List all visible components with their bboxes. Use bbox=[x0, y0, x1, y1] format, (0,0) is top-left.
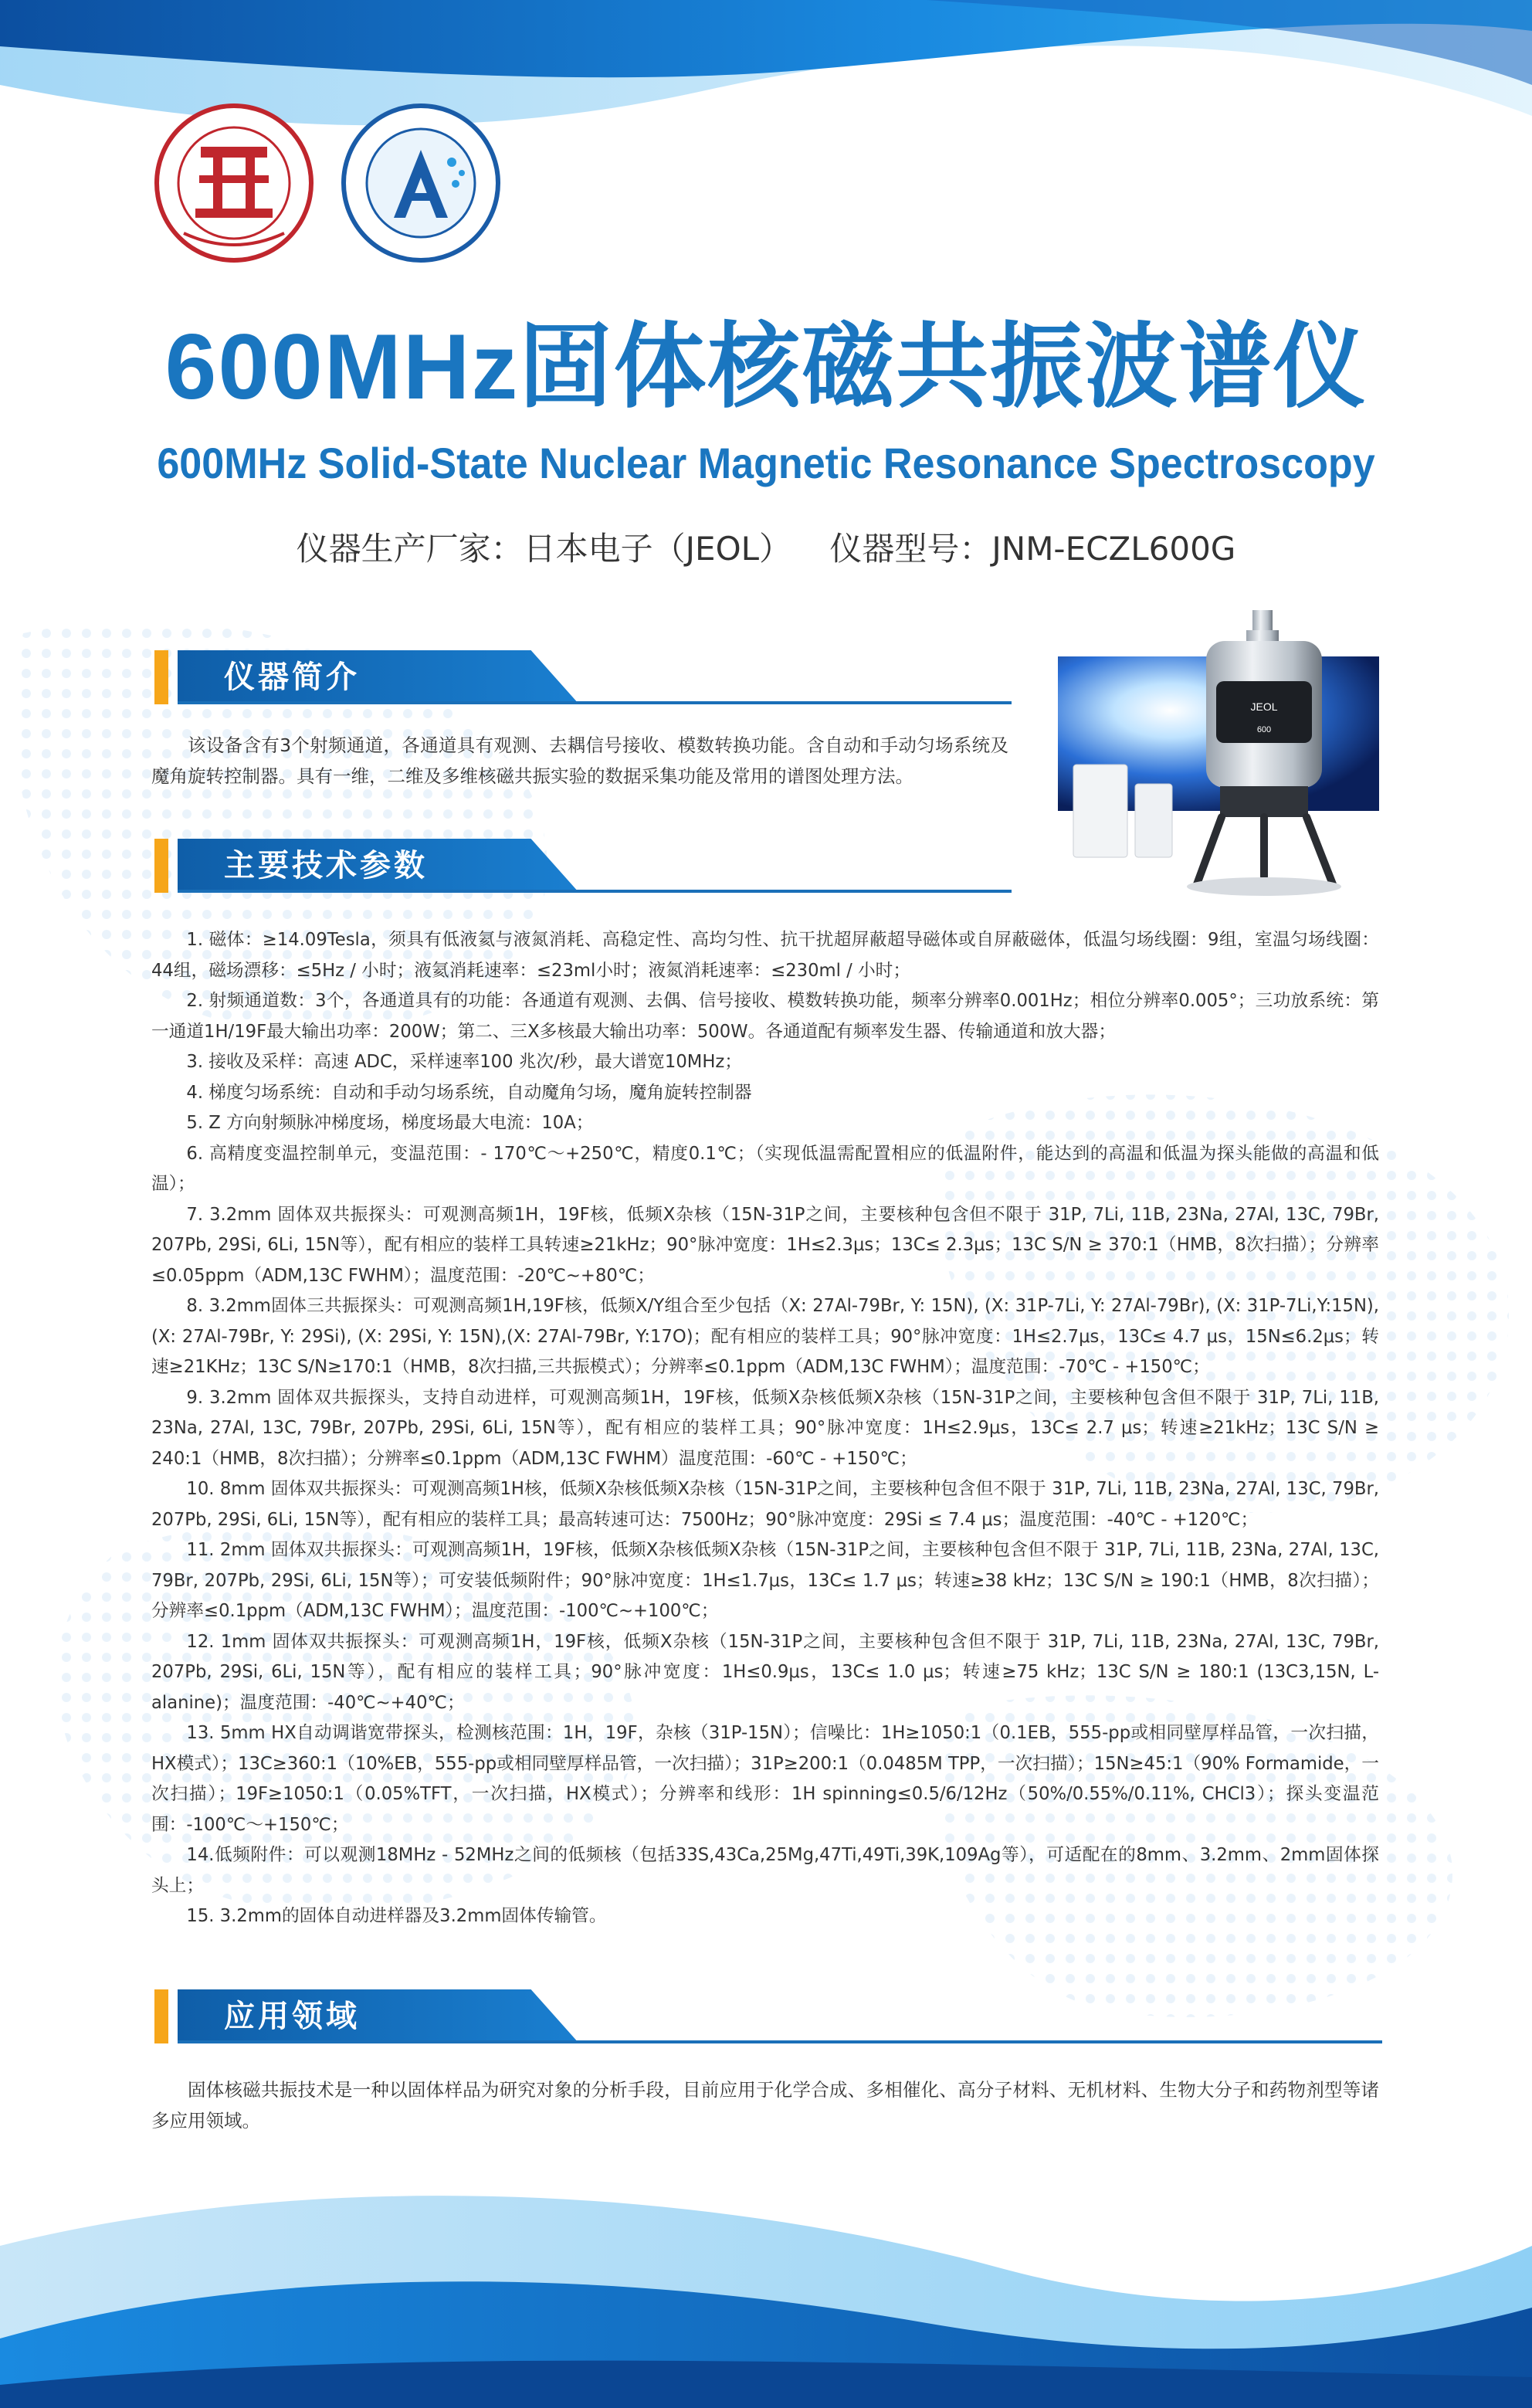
section-divider bbox=[178, 2040, 1382, 2043]
spec-item: 5. Z 方向射频脉冲梯度场，梯度场最大电流：10A； bbox=[186, 1113, 594, 1133]
magnet-number-label: 600 bbox=[1256, 725, 1272, 734]
spec-item: 10. 8mm 固体双共振探头：可观测高频1H核，低频X杂核低频X杂核（15N-31P之间，主要核种包含但不限于 31P, 7Li, 11B, 23Na, 27Al, 13C, 79Br, 207Pb, 29Si, 6Li, 15N等），配有相应的装样工具；最高转速可达：7500Hz；90°脉冲宽度：29Si ≤ 7.4 μs；温度范围：-40℃ - +120℃； bbox=[151, 1479, 1379, 1530]
page-title: 600MHz固体核磁共振波谱仪 bbox=[164, 315, 1368, 419]
spec-item: 12. 1mm 固体双共振探头：可观测高频1H，19F核，低频X杂核（15N-31P之间，主要核种包含但不限于 31P, 7Li, 11B, 23Na, 27Al, 13C, 79Br, 207Pb, 29Si, 6Li, 15N等），配有相应的装样工具；90°脉冲宽度：1H≤0.9μs，13C≤ 1.0 μs；转速≥75 kHz；13C S/N ≥ 180:1 (13C3,15N, L-alanine)；温度范围：-40℃~+40℃； bbox=[151, 1631, 1379, 1713]
spec-item: 1. 磁体：≥14.09Tesla，须具有低液氦与液氮消耗、高稳定性、高均匀性、抗干扰超屏蔽超导磁体或自屏蔽磁体，低温匀场线圈：9组，室温匀场线圈：44组，磁场漂移：≤5Hz / 小时；液氦消耗速率：≤23ml小时；液氮消耗速率：≤230ml / 小时； bbox=[151, 930, 1379, 981]
manufacturer-text: 仪器生产厂家：日本电子（JEOL） bbox=[296, 530, 792, 568]
spec-item: 11. 2mm 固体双共振探头：可观测高频1H，19F核，低频X杂核低频X杂核（15N-31P之间，主要核种包含但不限于 31P, 7Li, 11B, 23Na, 27Al, 13C, 79Br, 207Pb, 29Si, 6Li, 15N等）；可安装低频附件；90°脉冲宽度：1H≤1.7μs，13C≤ 1.7 μs；转速≥38 kHz；13C S/N ≥ 190:1（HMB，8次扫描）；分辨率≤0.1ppm（ADM,13C FWHM）；温度范围：-100℃~+100℃； bbox=[151, 1540, 1379, 1621]
spec-list bbox=[151, 925, 1379, 1932]
spec-item: 3. 接收及采样：高速 ADC，采样速率100 兆次/秒，最大谱宽10MHz； bbox=[186, 1052, 742, 1072]
application-paragraph: 固体核磁共振技术是一种以固体样品为研究对象的分析手段，目前应用于化学合成、多相催化、高分子材料、无机材料、生物大分子和药物剂型等诸多应用领域。 bbox=[151, 2079, 1379, 2132]
model-text: 仪器型号：JNM-ECZL600G bbox=[829, 530, 1236, 568]
section-title-intro: 仪器简介 bbox=[224, 660, 360, 695]
gdut-university-logo bbox=[153, 102, 315, 264]
instrument-info-line bbox=[0, 522, 1532, 576]
section-accent-bar bbox=[154, 1989, 168, 2043]
spec-item: 6. 高精度变温控制单元，变温范围：- 170℃～+250℃，精度0.1℃；（实现低温需配置相应的低温附件，能达到的高温和低温为探头能做的高温和低温）； bbox=[151, 1143, 1379, 1194]
spec-item: 2. 射频通道数：3个，各通道具有的功能：各通道有观测、去偶、信号接收、模数转换功能，频率分辨率0.001Hz；相位分辨率0.005°；三功放系统：第一通道1H/19F最大输出功率：200W；第二、三X多核最大输出功率：500W。各通道配有频率发生器、传输通道和放大器； bbox=[151, 991, 1379, 1042]
intro-paragraph: 该设备含有3个射频通道，各通道具有观测、去耦信号接收、模数转换功能。含自动和手动匀场系统及魔角旋转控制器。具有一维，二维及多维核磁共振实验的数据采集功能及常用的谱图处理方法。 bbox=[151, 734, 1008, 787]
section-header-intro bbox=[154, 650, 1012, 704]
bottom-wave-decoration bbox=[0, 2153, 1532, 2408]
section-title-specs: 主要技术参数 bbox=[224, 848, 428, 883]
spec-item: 14.低频附件：可以观测18MHz - 52MHz之间的低频核（包括33S,43Ca,25Mg,47Ti,49Ti,39K,109Ag等），可适配在的8mm、3.2mm、2mm固体探头上； bbox=[151, 1845, 1379, 1896]
magnet-brand-label: JEOL bbox=[1250, 700, 1278, 713]
page-subtitle-en: 600MHz Solid-State Nuclear Magnetic Resonance Spectroscopy bbox=[157, 439, 1375, 487]
section-accent-bar bbox=[154, 839, 168, 893]
spec-item: 13. 5mm HX自动调谐宽带探头，检测核范围：1H，19F，杂核（31P-15N）；信噪比：1H≥1050:1（0.1EB，555-pp或相同壁厚样品管，一次扫描，HX模式）；13C≥360:1（10%EB，555-pp或相同壁厚样品管，一次扫描）；31P≥200:1（0.0485M TPP，一次扫描）；15N≥45:1（90% Formamide，一次扫描）；19F≥1050:1（0.05%TFT，一次扫描，HX模式）；分辨率和线形：1H spinning≤0.5/6/12Hz（50%/0.55%/0.11%, CHCl3）；探头变温范围：-100℃～+150℃； bbox=[151, 1723, 1379, 1835]
spec-item: 15. 3.2mm的固体自动进样器及3.2mm固体传输管。 bbox=[186, 1906, 607, 1926]
section-title-application: 应用领域 bbox=[224, 1999, 360, 2034]
spec-item: 4. 梯度匀场系统：自动和手动匀场系统，自动魔角匀场，魔角旋转控制器 bbox=[186, 1082, 752, 1103]
section-divider bbox=[178, 701, 1012, 704]
section-accent-bar bbox=[154, 650, 168, 704]
nmr-spectrometer-photo bbox=[1058, 610, 1379, 900]
analysis-test-center-logo bbox=[340, 102, 502, 264]
section-header-specs bbox=[154, 839, 1012, 893]
spec-item: 8. 3.2mm固体三共振探头：可观测高频1H,19F核，低频X/Y组合至少包括（X: 27Al-79Br, Y: 15N), (X: 31P-7Li, Y: 27Al-79Br), (X: 31P-7Li,Y:15N), (X: 27Al-79Br, Y: 29Si), (X: 29Si, Y: 15N),(X: 27Al-79Br, Y:17O)；配有相应的装样工具；90°脉冲宽度：1H≤2.7μs，13C≤ 4.7 μs，15N≤6.2μs；转速≥21KHz；13C S/N≥170:1（HMB，8次扫描,三共振模式）；分辨率≤0.1ppm（ADM,13C FWHM）；温度范围：-70℃ - +150℃； bbox=[151, 1296, 1379, 1377]
section-header-application bbox=[154, 1989, 1382, 2043]
spec-item: 9. 3.2mm 固体双共振探头，支持自动进样，可观测高频1H，19F核，低频X杂核低频X杂核（15N-31P之间，主要核种包含但不限于 31P, 7Li, 11B, 23Na, 27Al, 13C, 79Br, 207Pb, 29Si, 6Li, 15N等），配有相应的装样工具；90°脉冲宽度：1H≤2.9μs，13C≤ 2.7 μs；转速≥21kHz；13C S/N ≥ 240:1（HMB，8次扫描）；分辨率≤0.1ppm（ADM,13C FWHM）温度范围：-60℃ - +150℃； bbox=[151, 1387, 1379, 1469]
section-divider bbox=[178, 890, 1012, 893]
spec-item: 7. 3.2mm 固体双共振探头：可观测高频1H，19F核，低频X杂核（15N-31P之间，主要核种包含但不限于 31P, 7Li, 11B, 23Na, 27Al, 13C, 79Br, 207Pb, 29Si, 6Li, 15N等），配有相应的装样工具转速≥21kHz；90°脉冲宽度：1H≤2.3μs；13C≤ 2.3μs；13C S/N ≥ 370:1（HMB，8次扫描）；分辨率≤0.05ppm（ADM,13C FWHM）；温度范围：-20℃~+80℃； bbox=[151, 1204, 1379, 1286]
